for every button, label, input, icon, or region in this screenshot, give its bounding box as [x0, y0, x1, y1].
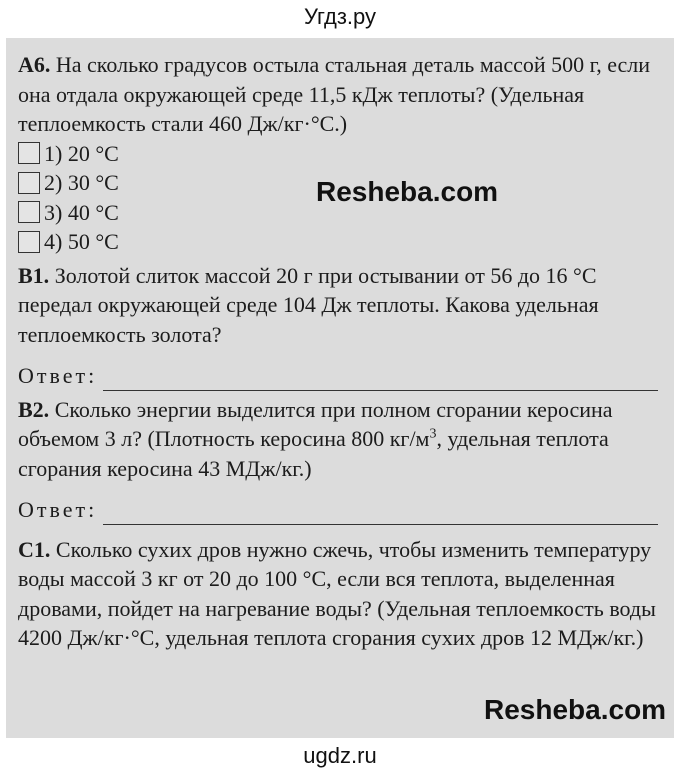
question-a6	[18, 50, 668, 139]
page-content	[18, 50, 668, 653]
question-b1-number: В1.	[18, 262, 50, 288]
checkbox-icon[interactable]	[18, 142, 40, 164]
question-b1	[18, 261, 668, 350]
question-b2-text: Сколько энергии выделится при полном сгорании керосина объемом 3 л? (Плотность керосина 800 кг/м	[18, 396, 613, 451]
question-b2-text-end: , удельная теплота сгорания керосина 43 МДж/кг.)	[18, 426, 609, 481]
question-a6-number: А6.	[18, 52, 51, 77]
watermark-top: Resheba.com	[316, 176, 499, 207]
option-label: 3) 40 °С	[44, 199, 119, 225]
question-b1-text: Золотой слиток массой 20 г при остывании от 56 до 16 °С передал окружающей среде 104 Дж теплоты. Какова удельная теплоемкость золота?	[18, 262, 599, 347]
question-b2-number: В2.	[18, 396, 50, 422]
option-label: 1) 20 °С	[44, 140, 119, 166]
option-label: 4) 50 °С	[44, 229, 119, 254]
option-a6-1[interactable]	[18, 139, 668, 169]
question-b2	[18, 395, 668, 484]
answer-line-b2[interactable]	[103, 504, 658, 525]
question-c1-number: С1.	[18, 536, 51, 562]
answer-b1	[18, 361, 668, 391]
checkbox-icon[interactable]	[18, 172, 40, 194]
watermark-bottom: Resheba.com	[484, 694, 667, 725]
answer-label: Ответ:	[18, 363, 98, 388]
site-footer-title: ugdz.ru	[303, 743, 377, 768]
question-c1-text: Сколько сухих дров нужно сжечь, чтобы изменить температуру воды массой 3 кг от 20 до 100 °С, если вся теплота, выделенная дровами, пойдет на нагревание воды? (Удельная теплоемкость воды 4200 Дж/кг·°С, удельная теплота сгорания сухих дров 12 МДж/кг.)	[18, 536, 656, 650]
textbook-page	[6, 38, 674, 738]
option-label: 2) 30 °С	[44, 170, 119, 195]
checkbox-icon[interactable]	[18, 231, 40, 253]
superscript: 3	[429, 426, 437, 442]
site-header-title: Угдз.ру	[303, 4, 377, 29]
answer-label: Ответ:	[18, 497, 98, 522]
question-c1	[18, 535, 668, 653]
answer-b2	[18, 495, 668, 525]
checkbox-icon[interactable]	[18, 201, 40, 223]
answer-line-b1[interactable]	[103, 370, 658, 391]
option-a6-4[interactable]	[18, 227, 668, 257]
question-a6-text: На сколько градусов остыла стальная деталь массой 500 г, если она отдала окружающей среде 11,5 кДж теплоты? (Удельная теплоемкость стали 460 Дж/кг·°С.)	[18, 52, 651, 136]
